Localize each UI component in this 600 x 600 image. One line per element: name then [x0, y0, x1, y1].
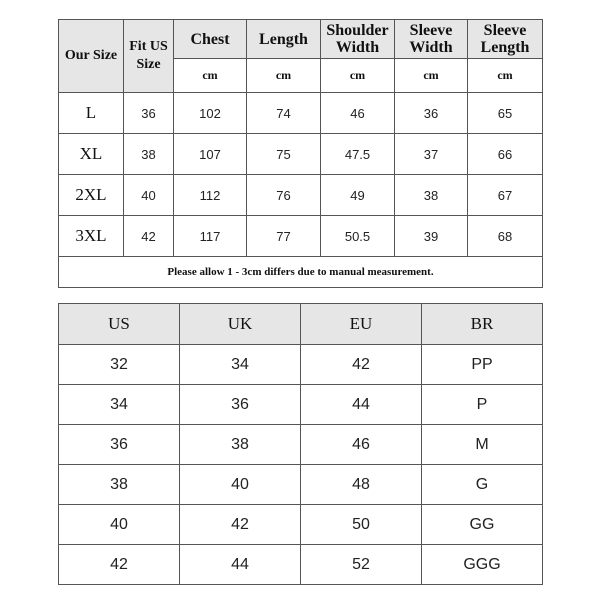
shoulder-cell: 46 [321, 93, 395, 134]
sleeve-width-cell: 39 [395, 216, 468, 257]
table-row [59, 545, 543, 585]
size-conversion-table [58, 303, 543, 585]
eu-cell: 42 [301, 345, 422, 385]
sleeve-length-cell: 68 [468, 216, 543, 257]
size-cell: 2XL [59, 175, 124, 216]
shoulder-cell: 49 [321, 175, 395, 216]
uk-cell: 40 [180, 465, 301, 505]
unit-chest: cm [174, 59, 247, 93]
table-row [59, 345, 543, 385]
chest-cell: 112 [174, 175, 247, 216]
chest-cell: 107 [174, 134, 247, 175]
eu-cell: 44 [301, 385, 422, 425]
size-cell: L [59, 93, 124, 134]
uk-cell: 44 [180, 545, 301, 585]
header-sleeve-length: Sleeve Length [468, 20, 543, 59]
table-row [59, 216, 543, 257]
length-cell: 76 [247, 175, 321, 216]
us-cell: 42 [124, 216, 174, 257]
header-fit-us-size: Fit US Size [124, 20, 174, 93]
sleeve-length-cell: 66 [468, 134, 543, 175]
unit-sleeve-width: cm [395, 59, 468, 93]
length-cell: 77 [247, 216, 321, 257]
length-cell: 74 [247, 93, 321, 134]
us-cell: 42 [59, 545, 180, 585]
header-shoulder-width: Shoulder Width [321, 20, 395, 59]
chest-cell: 117 [174, 216, 247, 257]
us-cell: 38 [59, 465, 180, 505]
table-row [59, 465, 543, 505]
sleeve-length-cell: 65 [468, 93, 543, 134]
us-cell: 40 [59, 505, 180, 545]
unit-shoulder: cm [321, 59, 395, 93]
table-row [59, 93, 543, 134]
size-cell: 3XL [59, 216, 124, 257]
uk-cell: 42 [180, 505, 301, 545]
header-chest: Chest [174, 20, 247, 59]
br-cell: GG [422, 505, 543, 545]
header-sleeve-width: Sleeve Width [395, 20, 468, 59]
size-measurement-table [58, 19, 543, 288]
uk-cell: 36 [180, 385, 301, 425]
us-cell: 38 [124, 134, 174, 175]
header-uk: UK [180, 304, 301, 345]
sleeve-length-cell: 67 [468, 175, 543, 216]
us-cell: 36 [124, 93, 174, 134]
br-cell: G [422, 465, 543, 505]
shoulder-cell: 50.5 [321, 216, 395, 257]
br-cell: M [422, 425, 543, 465]
br-cell: PP [422, 345, 543, 385]
eu-cell: 50 [301, 505, 422, 545]
chest-cell: 102 [174, 93, 247, 134]
table-row [59, 425, 543, 465]
sleeve-width-cell: 37 [395, 134, 468, 175]
uk-cell: 34 [180, 345, 301, 385]
us-cell: 32 [59, 345, 180, 385]
header-br: BR [422, 304, 543, 345]
uk-cell: 38 [180, 425, 301, 465]
table-row [59, 134, 543, 175]
sleeve-width-cell: 36 [395, 93, 468, 134]
table-row [59, 385, 543, 425]
us-cell: 40 [124, 175, 174, 216]
eu-cell: 52 [301, 545, 422, 585]
table-row [59, 505, 543, 545]
eu-cell: 48 [301, 465, 422, 505]
conversion-header-row [59, 304, 543, 345]
unit-length: cm [247, 59, 321, 93]
unit-sleeve-length: cm [468, 59, 543, 93]
us-cell: 34 [59, 385, 180, 425]
size-cell: XL [59, 134, 124, 175]
shoulder-cell: 47.5 [321, 134, 395, 175]
header-length: Length [247, 20, 321, 59]
length-cell: 75 [247, 134, 321, 175]
measurement-note: Please allow 1 - 3cm differs due to manual measurement. [59, 257, 543, 288]
header-us: US [59, 304, 180, 345]
sleeve-width-cell: 38 [395, 175, 468, 216]
us-cell: 36 [59, 425, 180, 465]
header-eu: EU [301, 304, 422, 345]
header-our-size: Our Size [59, 20, 124, 93]
br-cell: GGG [422, 545, 543, 585]
table-row [59, 175, 543, 216]
br-cell: P [422, 385, 543, 425]
eu-cell: 46 [301, 425, 422, 465]
